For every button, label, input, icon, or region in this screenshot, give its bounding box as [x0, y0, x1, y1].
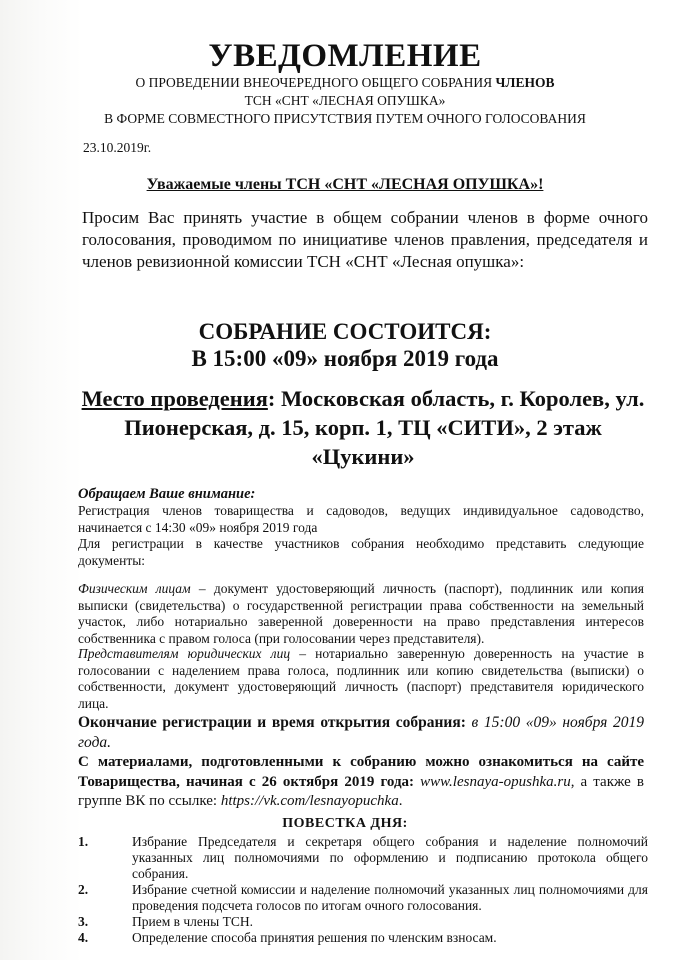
agenda-item-text: Прием в члены ТСН.	[132, 914, 253, 929]
notice-date: 23.10.2019г.	[83, 140, 152, 155]
legal-entities-label: Представителям юридических лиц	[78, 646, 291, 661]
legal-entities-text: – нотариально заверенную доверенность на участие в голосовании с наделением права голоса, подлинник или копию свидетельства (выписки) о собственности, документ удостоверяющий личность (паспорт) представителя юридического лица.	[78, 646, 644, 711]
meeting-datetime: В 15:00 «09» ноября 2019 года	[191, 346, 499, 371]
materials-site-link[interactable]: www.lesnaya-opushka.ru	[414, 773, 571, 790]
end-registration-value: в 15:00 «09» ноября 2019 года.	[78, 714, 644, 751]
materials-label: С материалами, подготовленными к собранию можно ознакомиться на сайте Товарищества, начиная с 26 октября 2019 года:	[78, 754, 644, 790]
individuals-text: – документ удостоверяющий личность (паспорт), подлинник или копия выписки (свидетельства) о государственной регистрации права собственности на земельный участок, либо нотариально заверенной доверенности на право представления интересов собственника с правом голоса (при голосовании через представителя).	[78, 581, 644, 646]
materials-vk-link[interactable]: https://vk.com/lesnayopuchka	[220, 793, 399, 809]
registration-start: Регистрация членов товарищества и садоводов, ведущих индивидуальное садоводство, начинается с 14:30 «09» ноября 2019 года	[78, 503, 644, 535]
venue-block	[78, 384, 648, 471]
subtitle-line-2: ТСН «СНТ «ЛЕСНАЯ ОПУШКА»	[244, 93, 446, 108]
agenda-list	[78, 834, 648, 946]
subtitle-line-1-text: О ПРОВЕДЕНИИ ВНЕОЧЕРЕДНОГО ОБЩЕГО СОБРАНИЯ	[135, 75, 496, 90]
agenda-item-text: Избрание Председателя и секретаря общего собрания и наделение полномочий указанных лиц полномочиями по оформлению и подписанию протокола общего собрания.	[132, 834, 648, 881]
subtitle-line-3: В ФОРМЕ СОВМЕСТНОГО ПРИСУТСТВИЯ ПУТЕМ ОЧНОГО ГОЛОСОВАНИЯ	[104, 111, 586, 126]
agenda-item-text: Избрание счетной комиссии и наделение полномочий указанных лиц полномочиями для проведения подсчета голосов по итогам очного голосования.	[132, 882, 648, 913]
agenda-item-number: 2.	[78, 882, 89, 897]
materials-end: .	[398, 793, 403, 809]
materials-middle: , а также в группе ВК по ссылке:	[78, 773, 644, 809]
end-registration-label: Окончание регистрации и время открытия собрания:	[78, 714, 466, 731]
agenda-item	[78, 882, 648, 914]
attention-heading: Обращаем Ваше внимание:	[78, 486, 256, 502]
agenda-item-number: 1.	[78, 834, 89, 849]
agenda-item-text: Определение способа принятия решения по членским взносам.	[132, 930, 497, 945]
subtitle-line-1-bold: ЧЛЕНОВ	[495, 75, 555, 90]
venue-address: : Московская область, г. Королев, ул. Пионерская, д. 15, корп. 1, ТЦ «СИТИ», 2 этаж «Цукини»	[124, 386, 645, 469]
agenda-item	[78, 914, 648, 930]
legal-entities-paragraph	[78, 646, 644, 712]
agenda-item	[78, 834, 648, 882]
agenda-item	[78, 930, 648, 946]
venue-label: Место проведения	[81, 386, 268, 411]
agenda-item-number: 4.	[78, 930, 89, 945]
greeting: Уважаемые члены ТСН «СНТ «ЛЕСНАЯ ОПУШКА»!	[146, 176, 544, 193]
documents-intro: Для регистрации в качестве участников собрания необходимо представить следующие документы:	[78, 536, 644, 568]
agenda-item-number: 3.	[78, 914, 89, 929]
end-registration	[78, 713, 644, 753]
notice-title: УВЕДОМЛЕНИЕ	[208, 38, 482, 74]
meeting-headline: СОБРАНИЕ СОСТОИТСЯ:	[198, 319, 492, 344]
subtitle-line-1	[0, 74, 690, 91]
materials-paragraph	[78, 753, 644, 812]
intro-paragraph: Просим Вас принять участие в общем собрании членов в форме очного голосования, проводимом по инициативе членов правления, председателя и членов ревизионной комиссии ТСН «СНТ «Лесная опушка»:	[82, 208, 648, 271]
individuals-label: Физическим лицам	[78, 581, 191, 596]
agenda-title: ПОВЕСТКА ДНЯ:	[282, 816, 408, 831]
individuals-paragraph	[78, 581, 644, 647]
